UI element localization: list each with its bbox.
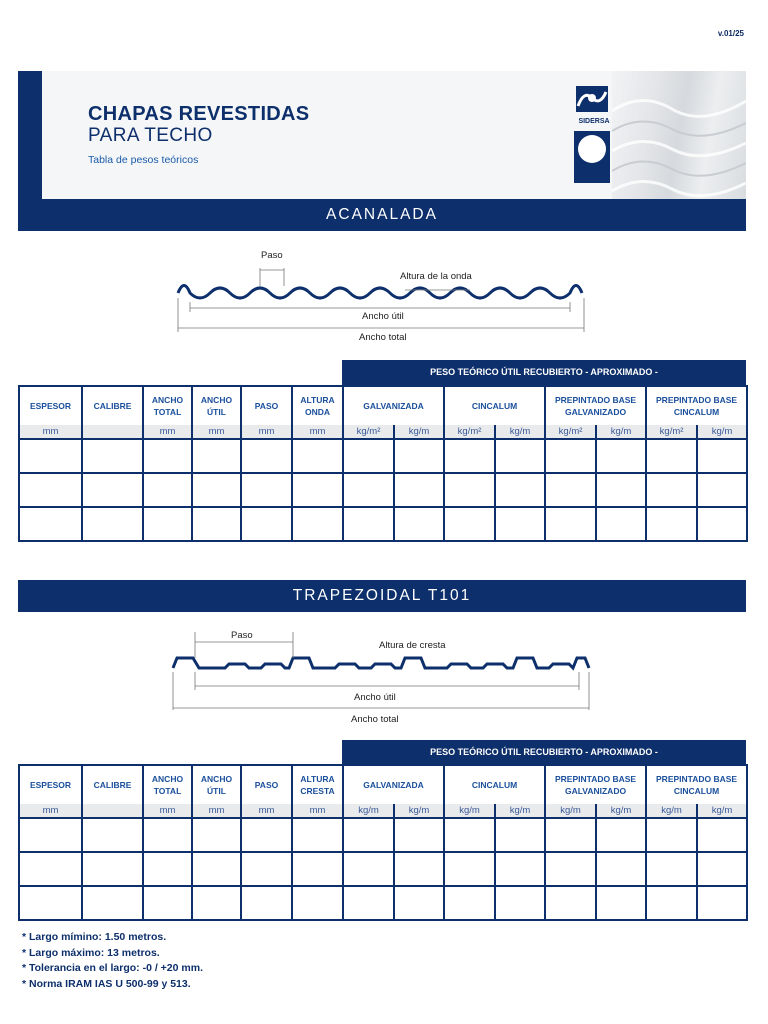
unit-cell: kg/m: [394, 425, 444, 439]
note-tolerancia: * Tolerancia en el largo: -0 / +20 mm.: [22, 962, 203, 974]
note-largo-maximo: * Largo máximo: 13 metros.: [22, 946, 160, 959]
col-galvanizada: GALVANIZADA: [343, 386, 444, 425]
unit-cell: kg/m: [343, 804, 394, 818]
unit-cell: mm: [19, 804, 82, 818]
col-prepintado-cincalum: PREPINTADO BASE CINCALUM: [646, 765, 747, 804]
unit-cell: kg/m: [495, 804, 545, 818]
label-ancho-util: Ancho útil: [354, 692, 396, 703]
unit-cell: kg/m²: [545, 425, 596, 439]
unit-cell: [82, 804, 143, 818]
table-row: [19, 473, 747, 507]
unit-cell: kg/m²: [343, 425, 394, 439]
col-paso: PASO: [241, 386, 292, 425]
sidersa-brand-text: SIDERSA: [578, 118, 610, 125]
col-ancho-total: ANCHO TOTAL: [143, 386, 192, 425]
label-altura-onda: Altura de la onda: [400, 271, 472, 282]
col-espesor: ESPESOR: [19, 765, 82, 804]
table-row: [19, 439, 747, 473]
note-largo-minimo: * Largo mímino: 1.50 metros.: [22, 931, 167, 943]
unit-cell: mm: [19, 425, 82, 439]
version-label: v.01/25: [717, 29, 744, 38]
unit-cell: kg/m: [697, 804, 747, 818]
unit-cell: kg/m: [596, 425, 646, 439]
unit-cell: mm: [241, 425, 292, 439]
col-cincalum: CINCALUM: [444, 386, 545, 425]
unit-cell: mm: [143, 804, 192, 818]
table-row: [19, 886, 747, 920]
unit-cell: mm: [192, 804, 241, 818]
table-group-header: PESO TEÓRICO ÚTIL RECUBIERTO - APROXIMADO -: [342, 360, 746, 385]
table-row: [19, 507, 747, 541]
col-altura-onda: ALTURA ONDA: [292, 386, 343, 425]
label-ancho-util: Ancho útil: [362, 311, 404, 322]
col-espesor: ESPESOR: [19, 386, 82, 425]
unit-cell: kg/m²: [444, 425, 495, 439]
col-ancho-util: ANCHO ÚTIL: [192, 386, 241, 425]
unit-cell: kg/m: [646, 804, 697, 818]
section-banner-acanalada: ACANALADA: [18, 199, 746, 231]
table-row: [19, 852, 747, 886]
footnotes: [22, 930, 203, 992]
col-prepintado-galvanizado: PREPINTADO BASE GALVANIZADO: [545, 765, 646, 804]
table-group-header: PESO TEÓRICO ÚTIL RECUBIERTO - APROXIMADO -: [342, 740, 746, 765]
document-header: [18, 71, 746, 199]
unit-cell: [82, 425, 143, 439]
unit-cell: kg/m: [444, 804, 495, 818]
col-cincalum: CINCALUM: [444, 765, 545, 804]
unit-cell: kg/m: [394, 804, 444, 818]
col-altura-cresta: ALTURA CRESTA: [292, 765, 343, 804]
label-paso: Paso: [231, 630, 253, 641]
table-row: [19, 818, 747, 852]
title-line-2: PARA TECHO: [88, 125, 213, 146]
col-calibre: CALIBRE: [82, 765, 143, 804]
roof-sheet-photo: [612, 71, 746, 199]
section-banner-trapezoidal: TRAPEZOIDAL T101: [18, 580, 746, 612]
col-galvanizada: GALVANIZADA: [343, 765, 444, 804]
label-altura-cresta: Altura de cresta: [379, 640, 446, 651]
unit-cell: mm: [292, 425, 343, 439]
unit-cell: mm: [241, 804, 292, 818]
iram-certification-seal: [574, 131, 610, 183]
unit-cell: mm: [192, 425, 241, 439]
col-prepintado-galvanizado: PREPINTADO BASE GALVANIZADO: [545, 386, 646, 425]
col-ancho-util: ANCHO ÚTIL: [192, 765, 241, 804]
label-ancho-total: Ancho total: [351, 714, 399, 725]
subtitle: Tabla de pesos teóricos: [88, 154, 199, 166]
col-calibre: CALIBRE: [82, 386, 143, 425]
label-ancho-total: Ancho total: [359, 332, 407, 343]
col-prepintado-cincalum: PREPINTADO BASE CINCALUM: [646, 386, 747, 425]
col-ancho-total: ANCHO TOTAL: [143, 765, 192, 804]
unit-cell: kg/m: [596, 804, 646, 818]
unit-cell: mm: [143, 425, 192, 439]
title-line-1: CHAPAS REVESTIDAS: [88, 103, 310, 125]
label-paso: Paso: [261, 250, 283, 261]
unit-cell: kg/m²: [646, 425, 697, 439]
unit-cell: kg/m: [545, 804, 596, 818]
note-norma: * Norma IRAM IAS U 500-99 y 513.: [22, 977, 191, 990]
unit-cell: kg/m: [697, 425, 747, 439]
unit-cell: mm: [292, 804, 343, 818]
header-accent-bar: [18, 71, 42, 199]
col-paso: PASO: [241, 765, 292, 804]
unit-cell: kg/m: [495, 425, 545, 439]
